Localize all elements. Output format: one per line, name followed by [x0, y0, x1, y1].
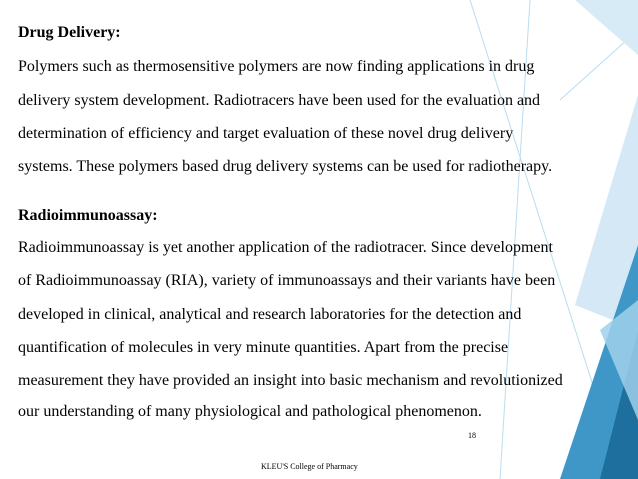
paragraph-line: systems. These polymers based drug delivery systems can be used for radiotherapy.: [18, 158, 553, 175]
page-number: 18: [468, 431, 476, 440]
paragraph-line: quantification of molecules in very minute quantities. Apart from the precise: [18, 339, 509, 356]
paragraph-line: developed in clinical, analytical and research laboratories for the detection and: [18, 306, 522, 323]
paragraph-line: of Radioimmunoassay (RIA), variety of immunoassays and their variants have been: [18, 272, 556, 289]
section-heading-radioimmunoassay: Radioimmunoassay:: [18, 207, 158, 224]
paragraph-line: Polymers such as thermosensitive polymers are now finding applications in drug: [18, 58, 535, 75]
paragraph-line: Radioimmunoassay is yet another application of the radiotracer. Since development: [18, 239, 553, 256]
footer-text: KLEU'S College of Pharmacy: [261, 462, 358, 471]
paragraph-line: measurement they have provided an insight into basic mechanism and revolutionized: [18, 372, 563, 389]
decor-triangle-top: [575, 0, 638, 55]
section-heading-drug-delivery: Drug Delivery:: [18, 24, 121, 41]
paragraph-line: determination of efficiency and target evaluation of these novel drug delivery: [18, 125, 514, 142]
paragraph-line: our understanding of many physiological and pathological phenomenon.: [18, 403, 482, 420]
paragraph-line: delivery system development. Radiotracers have been used for the evaluation and: [18, 92, 541, 109]
